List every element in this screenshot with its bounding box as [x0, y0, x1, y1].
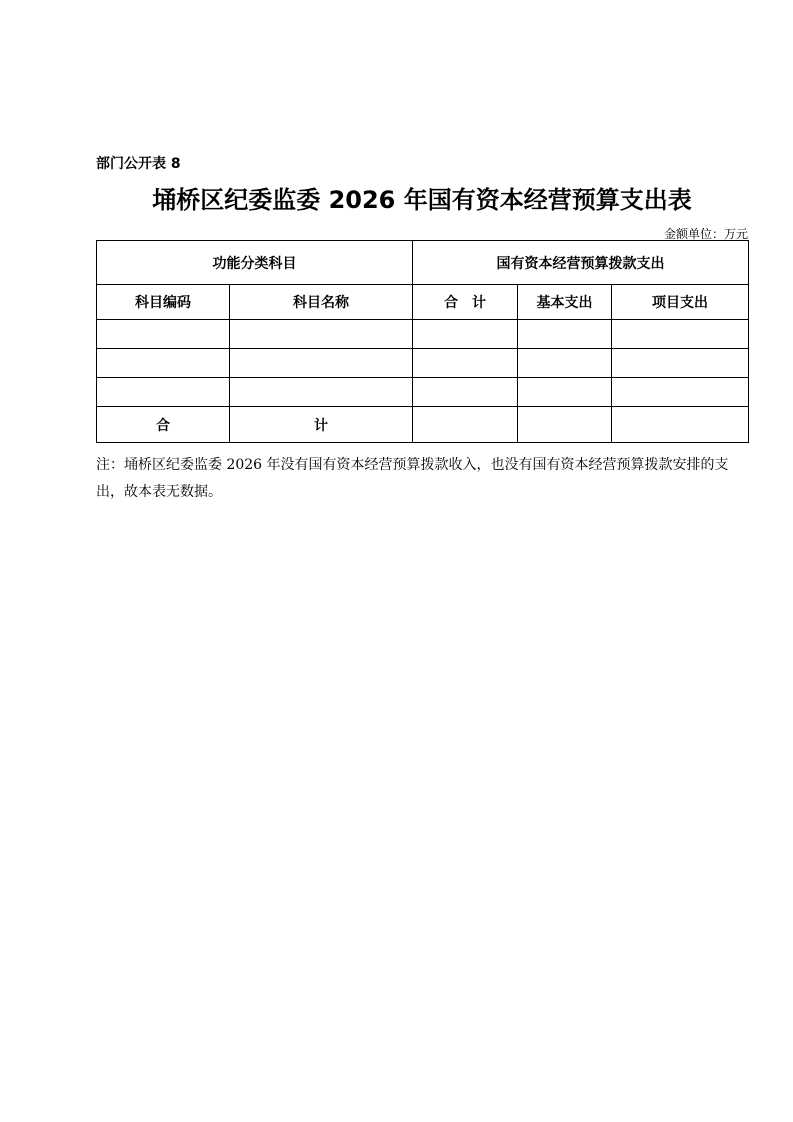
total-label-right: 计: [230, 407, 413, 443]
table-cell: [413, 320, 518, 349]
column-header-total: 合 计: [413, 285, 518, 320]
table-group-header-row: [97, 241, 749, 285]
table-cell: [612, 320, 749, 349]
total-value-project: [612, 407, 749, 443]
column-header-subject-name: 科目名称: [230, 285, 413, 320]
footnote: 注：埇桥区纪委监委 2026 年没有国有资本经营预算拨款收入，也没有国有资本经营预算拨款安排的支出，故本表无数据。: [96, 457, 729, 500]
table-cell: [413, 378, 518, 407]
total-value-basic: [518, 407, 612, 443]
table-cell: [97, 320, 230, 349]
table-cell: [612, 349, 749, 378]
table-cell: [97, 378, 230, 407]
budget-table: [96, 240, 749, 443]
table-number-label: 部门公开表 8: [96, 156, 181, 172]
table-cell: [612, 378, 749, 407]
column-header-basic-expenditure: 基本支出: [518, 285, 612, 320]
group-header-function-class: 功能分类科目: [97, 241, 413, 285]
total-value-sum: [413, 407, 518, 443]
group-header-capital-budget: 国有资本经营预算拨款支出: [413, 241, 749, 285]
table-cell: [413, 349, 518, 378]
table-column-header-row: [97, 285, 749, 320]
table-total-row: [97, 407, 749, 443]
page-title: 埇桥区纪委监委 2026 年国有资本经营预算支出表: [152, 186, 692, 214]
table-cell: [518, 320, 612, 349]
column-header-subject-code: 科目编码: [97, 285, 230, 320]
table-cell: [518, 349, 612, 378]
table-row: [97, 378, 749, 407]
table-cell: [97, 349, 230, 378]
table-cell: [230, 349, 413, 378]
table-cell: [518, 378, 612, 407]
table-cell: [230, 378, 413, 407]
total-label-left: 合: [97, 407, 230, 443]
unit-label: 金额单位：万元: [663, 227, 748, 241]
table-cell: [230, 320, 413, 349]
table-row: [97, 320, 749, 349]
table-row: [97, 349, 749, 378]
column-header-project-expenditure: 项目支出: [612, 285, 749, 320]
